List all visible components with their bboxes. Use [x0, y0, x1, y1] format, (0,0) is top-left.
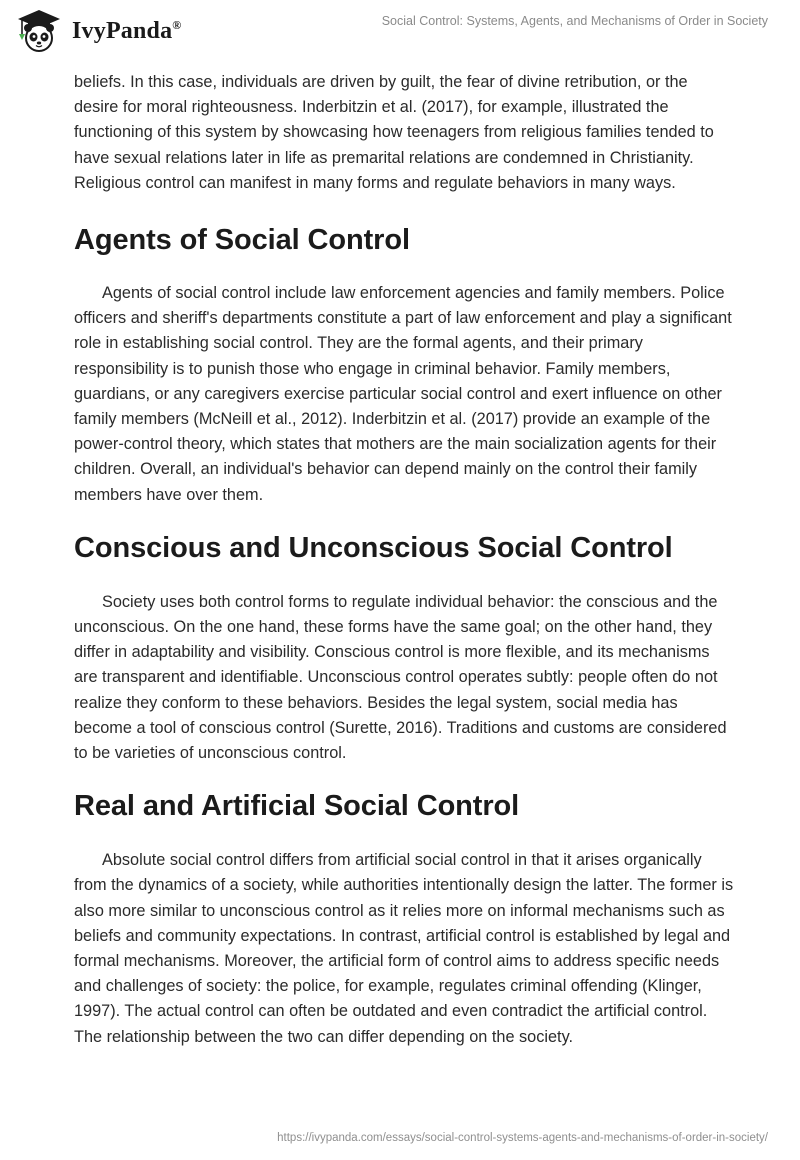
essay-body [74, 70, 734, 1050]
section-heading-real-artificial: Real and Artificial Social Control [74, 790, 520, 823]
registered-mark: ® [172, 17, 182, 32]
logo-name: IvyPanda [72, 17, 173, 44]
section-paragraph-conscious: Society uses both control forms to regulate individual behavior: the conscious and the unconscious. On the one hand, these forms have the same goal; on the other hand, they differ in adaptability and visibility. Conscious control is more flexible, and its mechanisms are transparent and identifiable. Unconscious control operates subtly: people often do not realize they conform to these behaviors. Besides the legal system, social media has become a tool of conscious control (Surette, 2016). Traditions and customs are considered to be varieties of unconscious control. [74, 592, 727, 763]
section-paragraph-real-artificial: Absolute social control differs from artificial social control in that it arises organically from the dynamics of a society, while authorities intentionally design the latter. The former is also more similar to unconscious control as it relies more on informal mechanisms such as beliefs and community expectations. In contrast, artificial control is established by legal and formal mechanisms. Moreover, the artificial form of control aims to address specific needs and challenges of society: the police, for example, regulates criminal offending (Klinger, 1997). The actual control can often be outdated and even contradict the artificial control. The relationship between the two can differ depending on the society. [74, 851, 734, 1046]
section-heading-agents: Agents of Social Control [74, 224, 410, 257]
panda-graduate-icon [14, 8, 64, 54]
document-title: Social Control: Systems, Agents, and Mechanisms of Order in Society [381, 14, 768, 28]
source-url-link[interactable]: https://ivypanda.com/essays/social-control-systems-agents-and-mechanisms-of-order-in-society/ [277, 1132, 768, 1144]
logo-wordmark [72, 18, 181, 45]
section-paragraph-agents: Agents of social control include law enforcement agencies and family members. Police officers and sheriff's departments constitute a part of law enforcement and play a significant role in establishing social control. They are the formal agents, and their primary responsibility is to punish those who engage in criminal behavior. Family members, guardians, or any caregivers exercise particular social control and exert influence on other family members (McNeill et al., 2012). Inderbitzin et al. (2017) provide an example of the power-control theory, which states that mothers are the main socialization agents for their children. Overall, an individual's behavior can depend mainly on the control their family members have over them. [74, 284, 732, 504]
intro-paragraph: beliefs. In this case, individuals are driven by guilt, the fear of divine retribution, or the desire for moral righteousness. Inderbitzin et al. (2017), for example, illustrated the functioning of this system by showcasing how teenagers from religious families tended to have sexual relations later in life as premarital relations are condemned in Christianity. Religious control can manifest in many forms and regulate behaviors in many ways. [74, 73, 714, 192]
page-header [0, 0, 800, 66]
section-heading-conscious: Conscious and Unconscious Social Control [74, 531, 673, 564]
ivypanda-logo[interactable] [14, 8, 181, 54]
